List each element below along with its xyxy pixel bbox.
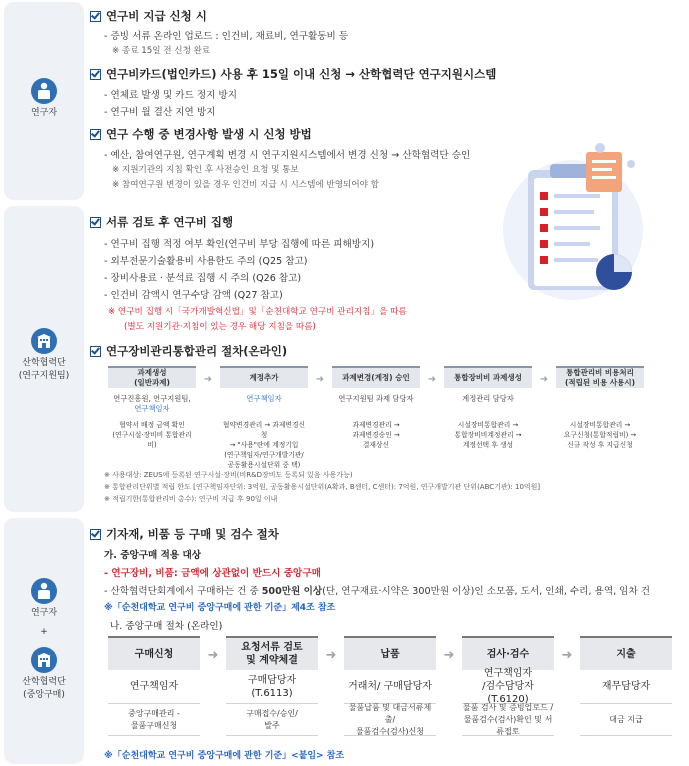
purchase-step-actor-line: (T.6113) xyxy=(251,687,293,699)
flow-step-actor-line: 연구책임자 xyxy=(246,394,282,403)
footnote: ※ 사용대상: ZEUS에 등록된 연구시설·장비(비R&D장비도 등록되 있음 사용가능) xyxy=(104,471,353,479)
flow-step xyxy=(332,366,420,450)
bullet: - 외부전문기술활용비 사용한도 주의 (Q25 참고) xyxy=(104,256,308,267)
purchase-step xyxy=(462,636,554,736)
purchase-step xyxy=(108,636,200,736)
purchase-step-head-line: 검사·검수 xyxy=(486,648,530,660)
flow-step-head xyxy=(332,366,420,388)
note: ※ 종료 15일 전 신청 완료 xyxy=(112,46,211,56)
plus-sign: + xyxy=(40,627,48,637)
equipment-flow xyxy=(108,366,644,470)
bullet: - 연구비 집행 적정 여부 확인(연구비 부당 집행에 따른 피해방지) xyxy=(104,239,375,250)
heading-change-request: 연구 수행 중 변경사항 발생 시 신청 방법 xyxy=(90,126,312,142)
heading-purchase: 기자재, 비품 등 구매 및 검수 절차 xyxy=(90,526,279,542)
purchase-step-head-line: 및 계약체결 xyxy=(246,655,298,666)
flow-step-head-line: 과제변경(계정) 승인 xyxy=(342,373,410,382)
flow-step-detail-line: 협약서 배정 금액 확인 xyxy=(119,421,185,429)
purchase-step-actor xyxy=(226,670,318,704)
flow-step-detail-line: 시설장비통합관리 → xyxy=(569,421,631,429)
checkbox-icon xyxy=(90,217,101,228)
arrow-right-icon: ➜ xyxy=(207,648,219,663)
purchase-step-detail-line: 구매접수/승인/ xyxy=(246,708,298,718)
purchase-step-detail-line: 대금 지급 xyxy=(609,714,643,724)
arrow-right-icon: ➜ xyxy=(561,648,573,663)
purchase-step-head xyxy=(108,636,200,670)
purchase-step xyxy=(580,636,672,736)
flow-step xyxy=(108,366,196,450)
purchase-step-head-line: 요청서류 검토 xyxy=(241,642,303,653)
purchase-step-actor xyxy=(580,670,672,704)
purchase-step-detail-line: 물품납품 및 대금서류제출/ xyxy=(348,702,432,724)
flow-step-detail-line: 계정선택 후 생성 xyxy=(462,441,514,449)
arrow-right-icon: ➜ xyxy=(539,374,549,385)
flow-step-detail xyxy=(352,420,399,450)
flow-step xyxy=(220,366,308,470)
flow-step-head-line: 계정추가 xyxy=(249,373,279,382)
flow-step-head-line: 통합장비비 과제생성 xyxy=(454,373,522,382)
role-label: (연구지원팀) xyxy=(18,371,70,381)
checkbox-icon xyxy=(90,11,101,22)
purchase-step-head xyxy=(226,636,318,670)
purchase-step-actor xyxy=(344,670,436,704)
purchase-step-detail xyxy=(226,704,318,736)
flow-step-detail-line: 과제변경관리 → xyxy=(352,421,400,429)
flow-step-actor xyxy=(113,394,190,416)
bullet: - 산학협력단회계에서 구매하는 건 중 500만원 이상(단, 연구재료·시약은 300만원 이상)인 소모품, 도서, 인쇄, 수리, 용역, 임차 건 xyxy=(104,586,651,597)
flow-step-detail-line: 공동활용시설단위 중 택) xyxy=(227,461,301,469)
flow-step-head xyxy=(220,366,308,388)
purchase-step-actor xyxy=(108,670,200,704)
flow-step-detail-line: 통합장비비계정관리 → xyxy=(454,431,522,439)
arrow-right-icon: ➜ xyxy=(203,374,213,385)
purchase-step-actor-line: /검수담당자(T.6120) xyxy=(482,681,534,705)
purchase-step-detail-line: 물품검수(검사)신청 xyxy=(355,726,425,736)
purchase-step xyxy=(226,636,318,736)
flow-step-detail xyxy=(220,420,308,470)
purchase-step-head-line: 지출 xyxy=(616,648,636,660)
red-bullet: - 연구장비, 비품: 금액에 상관없이 반드시 중앙구매 xyxy=(104,568,321,579)
flow-step-head-line: 과제생성 xyxy=(137,368,167,377)
flow-step-detail-line: (연구책임자/연구개발기관/ xyxy=(224,451,304,459)
flow-step-actor-line: 계정관리 담당자 xyxy=(462,394,514,403)
flow-step-detail-line: 요구신청(통합적립비) → xyxy=(563,431,637,439)
purchase-step-detail-line: 물품구매신청 xyxy=(130,720,178,730)
flow-step-detail-line: (연구시설·장비비 통합관리비) xyxy=(112,431,192,449)
flow-step-detail-line: → "사용"란에 계정기입 xyxy=(229,441,299,449)
purchase-step-head-line: 납품 xyxy=(380,648,400,660)
flow-step-head-line: 통합관리비 비용처리 xyxy=(566,368,634,377)
role-label: (중앙구매) xyxy=(23,690,65,700)
flow-step xyxy=(444,366,532,450)
flow-step-detail xyxy=(455,420,522,450)
arrow-right-icon: ➜ xyxy=(315,374,325,385)
footnote: ※ 적립기한(통합관리비 총수): 연구비 지급 후 90일 이내 xyxy=(104,495,278,503)
purchase-step-detail xyxy=(344,704,436,736)
arrow-right-icon: ➜ xyxy=(443,648,455,663)
role-researcher xyxy=(4,78,84,120)
role-label: 연구자 xyxy=(30,108,58,118)
subheading: 나. 중앙구매 절차 (온라인) xyxy=(110,621,223,632)
purchase-step-actor-line: 재무담당자 xyxy=(601,681,651,692)
purchase-step-detail xyxy=(462,704,554,736)
purchase-step xyxy=(344,636,436,736)
building-icon xyxy=(31,328,57,354)
person-icon xyxy=(31,78,57,104)
flow-step-actor xyxy=(246,394,281,416)
note: ※ 참여연구원 변경이 있을 경우 인건비 지급 시 시스템에 반영되어야 함 xyxy=(112,180,379,190)
purchase-step-head-line: 구매신청 xyxy=(134,648,174,660)
footnote: ※ 통합관리단위별 적립 한도 [연구책임자단위: 3억원, 공동활용시설단위(A확과, B센터, C센터): 7억원, 연구개발기관 단위(ABC기관): 10억원] xyxy=(104,483,541,491)
flow-step-actor-line: 연구지원팀 과제 담당자 xyxy=(338,394,414,403)
purchase-step-detail-line: 발주 xyxy=(264,720,280,730)
flow-step-head xyxy=(108,366,196,388)
purchase-step-head xyxy=(580,636,672,670)
blue-note: ※「순천대학교 연구비 중앙구매에 관한 기준」제4조 참조 xyxy=(104,603,336,613)
role-researcher-2 xyxy=(4,578,84,702)
purchase-step-detail-line: 중앙구매관리 - xyxy=(128,708,180,718)
purchase-step-actor-line: 거래처/ 구매담당자 xyxy=(348,681,432,692)
bullet: - 연구비 월 결산 지연 방지 xyxy=(104,107,216,118)
bullet: - 인건비 감액시 연구수당 감액 (Q27 참고) xyxy=(104,290,283,301)
flow-step-detail xyxy=(108,420,196,450)
flow-step-head xyxy=(444,366,532,388)
heading-payment-request: 연구비 지급 신청 시 xyxy=(90,8,207,24)
purchase-step-head xyxy=(344,636,436,670)
bullet: - 연체료 발생 및 카드 정지 방지 xyxy=(104,90,237,101)
red-note: (별도 지원기관·지침이 있는 경우 해당 지침을 따름) xyxy=(124,322,316,332)
building-icon xyxy=(31,647,57,673)
purchase-step-detail xyxy=(580,704,672,736)
heading-expense-review: 서류 검토 후 연구비 집행 xyxy=(90,214,233,230)
blue-note: ※「순천대학교 연구비 중앙구매에 관한 기준」<붙임> 참조 xyxy=(104,751,345,761)
flow-step-detail-line: 시설장비통합관리 → xyxy=(457,421,519,429)
flow-step-detail-line: 협약변경관리 → 과제변경신청 xyxy=(222,421,306,439)
flow-step-head-line: (일반과제) xyxy=(134,378,170,387)
person-icon xyxy=(31,578,57,604)
purchase-step-detail xyxy=(108,704,200,736)
checkbox-icon xyxy=(90,346,101,357)
checkbox-icon xyxy=(90,529,101,540)
clipboard-illustration xyxy=(488,140,658,310)
flow-step-actor xyxy=(462,394,514,416)
flow-step-detail-line: 과제변경승인 → xyxy=(352,431,400,439)
purchase-step-actor-line: 연구책임자 xyxy=(129,681,179,692)
flow-step-actor-line: 연구진흥원, 연구지원팀, xyxy=(113,394,191,403)
purchase-step-detail-line: 물품 검사 및 증빙업로드 / xyxy=(462,702,554,712)
role-label: 산학협력단 xyxy=(22,677,66,687)
flow-step-head-line: (적립된 비용 사용시) xyxy=(564,378,636,387)
heading-equipment-flow: 연구장비관리통합관리 절차(온라인) xyxy=(90,343,287,359)
flow-step-detail-line: 결재상신 xyxy=(362,441,390,449)
flow-step-detail xyxy=(564,420,636,450)
flow-step-actor xyxy=(338,394,413,416)
purchase-step-actor xyxy=(462,670,554,704)
purchase-flow xyxy=(108,636,672,736)
bullet: - 장비사용료 · 분석료 집행 시 주의 (Q26 참고) xyxy=(104,273,302,284)
flow-step-detail-line: 신규 작성 후 지급신청 xyxy=(567,441,633,449)
flow-step-head xyxy=(556,366,644,388)
arrow-right-icon: ➜ xyxy=(325,648,337,663)
bullet: - 증빙 서류 온라인 업로드 : 인건비, 재료비, 연구활동비 등 xyxy=(104,31,349,42)
flow-step-actor-line: 연구책임자 xyxy=(134,404,170,413)
subheading: 가. 중앙구매 적용 대상 xyxy=(104,550,202,561)
role-label: 연구자 xyxy=(30,608,58,618)
bullet: - 예산, 참여연구원, 연구계획 변경 시 연구지원시스템에서 변경 신청 → 산학협력단 승인 xyxy=(104,150,471,161)
purchase-step-actor-line: 구매담당자 xyxy=(247,674,297,686)
arrow-right-icon: ➜ xyxy=(427,374,437,385)
role-industry xyxy=(4,328,84,383)
note: ※ 지원기관의 지침 확인 후 사전승인 요청 및 통보 xyxy=(112,165,299,175)
purchase-step-head xyxy=(462,636,554,670)
purchase-step-actor-line: 연구책임자 xyxy=(483,668,533,679)
purchase-step-detail-line: 물품검수(검사)확인 및 서류접토 xyxy=(463,714,553,736)
checkbox-icon xyxy=(90,129,101,140)
role-label: 산학협력단 xyxy=(22,358,66,368)
heading-card-usage: 연구비카드(법인카드) 사용 후 15일 이내 신청 → 산학협력단 연구지원시스템 xyxy=(90,66,496,82)
flow-step xyxy=(556,366,644,450)
checkbox-icon xyxy=(90,69,101,80)
red-note: ※ 연구비 집행 시「국가개발혁신법」및「순천대학교 연구비 관리지침」을 따름 xyxy=(108,307,407,317)
